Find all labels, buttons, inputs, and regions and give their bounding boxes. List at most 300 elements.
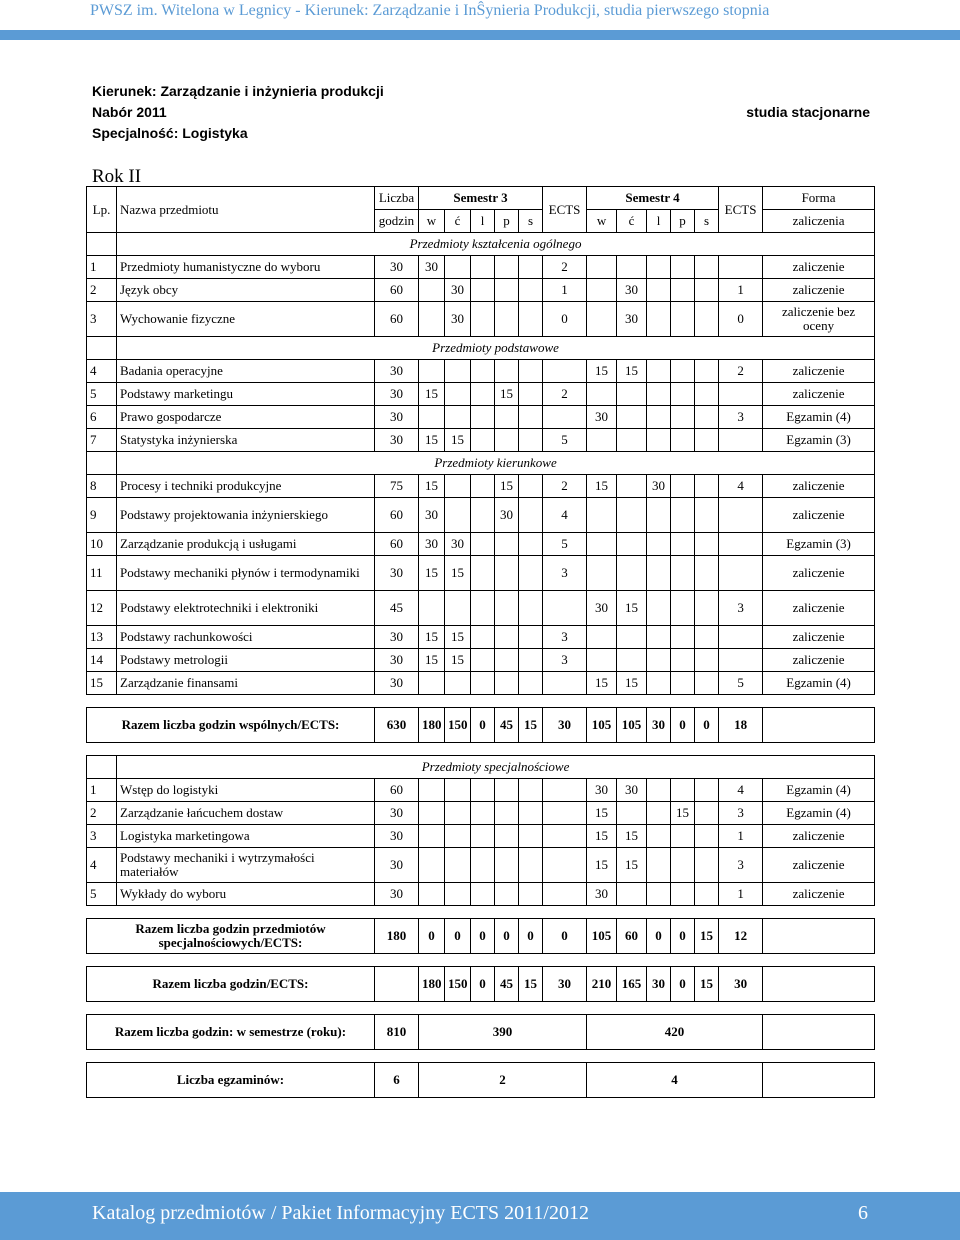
value-cell: 0	[719, 302, 763, 337]
value-cell	[495, 649, 519, 672]
col-hours-header: Liczba	[375, 187, 419, 210]
value-cell	[445, 256, 471, 279]
row-number: 4	[87, 360, 117, 383]
value-cell	[719, 626, 763, 649]
value-cell	[587, 279, 617, 302]
total-value: 45	[495, 967, 519, 1002]
value-cell: 1	[719, 279, 763, 302]
value-cell	[543, 591, 587, 626]
value-cell	[695, 475, 719, 498]
value-cell	[419, 360, 445, 383]
semester-4-header: Semestr 4	[587, 187, 719, 210]
section-title: Przedmioty kierunkowe	[117, 452, 875, 475]
assessment-form: zaliczenie	[763, 591, 875, 626]
value-cell: 30	[375, 626, 419, 649]
value-cell	[695, 302, 719, 337]
total-value: 30	[647, 708, 671, 743]
total-value: 15	[695, 967, 719, 1002]
value-cell	[647, 302, 671, 337]
value-cell: 30	[647, 475, 671, 498]
value-cell: 30	[375, 360, 419, 383]
assessment-form: zaliczenie	[763, 848, 875, 883]
value-cell: 30	[375, 256, 419, 279]
page-number: 6	[858, 1202, 868, 1224]
subject-name: Prawo gospodarcze	[117, 406, 375, 429]
value-cell: 3	[543, 556, 587, 591]
row-number: 3	[87, 302, 117, 337]
footer-title: Katalog przedmiotów / Pakiet Informacyjny ECTS 2011/2012	[92, 1202, 589, 1224]
value-cell	[671, 383, 695, 406]
total-spacer	[763, 967, 875, 1002]
value-cell	[695, 779, 719, 802]
total-value: 0	[471, 967, 495, 1002]
col-form-subheader: zaliczenia	[763, 210, 875, 233]
value-cell	[671, 256, 695, 279]
spacer-cell	[87, 906, 875, 919]
total-spacer	[763, 919, 875, 954]
kierunek-label: Kierunek: Zarządzanie i inżynieria produkcji	[92, 83, 384, 99]
value-cell: 5	[543, 533, 587, 556]
value-cell	[695, 256, 719, 279]
row-number: 6	[87, 406, 117, 429]
value-cell	[519, 802, 543, 825]
value-cell	[617, 406, 647, 429]
row-number: 15	[87, 672, 117, 695]
value-cell	[419, 848, 445, 883]
value-cell	[617, 533, 647, 556]
total-value: 0	[647, 919, 671, 954]
value-cell	[519, 649, 543, 672]
total-value: 630	[375, 708, 419, 743]
spacer-cell	[87, 743, 875, 756]
assessment-form: zaliczenie	[763, 626, 875, 649]
total-value: 150	[445, 967, 471, 1002]
value-cell: 15	[419, 649, 445, 672]
total-value: 18	[719, 708, 763, 743]
subject-name: Podstawy elektrotechniki i elektroniki	[117, 591, 375, 626]
header-row	[87, 187, 875, 210]
value-cell	[587, 383, 617, 406]
assessment-form: Egzamin (4)	[763, 672, 875, 695]
assessment-form: Egzamin (3)	[763, 429, 875, 452]
value-cell	[419, 302, 445, 337]
value-cell	[695, 591, 719, 626]
value-cell	[647, 279, 671, 302]
value-cell	[495, 802, 519, 825]
row-number: 7	[87, 429, 117, 452]
study-mode: studia stacjonarne	[746, 104, 870, 120]
section-spacer	[87, 756, 117, 779]
total-row	[87, 967, 875, 1002]
spacer-cell	[87, 695, 875, 708]
value-cell	[587, 429, 617, 452]
exam-count-label: Liczba egzaminów:	[87, 1063, 375, 1098]
total-value: 0	[543, 919, 587, 954]
section-title: Przedmioty kształcenia ogólnego	[117, 233, 875, 256]
value-cell	[419, 591, 445, 626]
semester-3-header: Semestr 3	[419, 187, 543, 210]
value-cell	[543, 848, 587, 883]
table-row	[87, 591, 875, 626]
row-number: 14	[87, 649, 117, 672]
value-cell	[419, 279, 445, 302]
running-header	[0, 0, 960, 40]
value-cell	[471, 429, 495, 452]
assessment-form: zaliczenie	[763, 279, 875, 302]
class-type-header: p	[495, 210, 519, 233]
spacer-cell	[87, 1050, 875, 1063]
value-cell: 4	[543, 498, 587, 533]
value-cell: 1	[719, 825, 763, 848]
value-cell	[445, 406, 471, 429]
value-cell	[495, 779, 519, 802]
value-cell	[647, 556, 671, 591]
total-value: 15	[519, 708, 543, 743]
value-cell	[543, 883, 587, 906]
value-cell	[671, 279, 695, 302]
value-cell	[587, 649, 617, 672]
value-cell	[471, 360, 495, 383]
total-row	[87, 708, 875, 743]
value-cell	[695, 848, 719, 883]
total-spacer	[763, 1015, 875, 1050]
value-cell	[647, 672, 671, 695]
value-cell	[617, 498, 647, 533]
value-cell: 30	[419, 256, 445, 279]
subject-name: Podstawy mechaniki płynów i termodynamiki	[117, 556, 375, 591]
value-cell	[543, 779, 587, 802]
value-cell: 3	[719, 591, 763, 626]
value-cell	[719, 429, 763, 452]
value-cell	[495, 883, 519, 906]
value-cell: 30	[375, 429, 419, 452]
col-lp-header: Lp.	[87, 187, 117, 233]
value-cell: 30	[587, 406, 617, 429]
spacer-row	[87, 743, 875, 756]
value-cell: 3	[719, 848, 763, 883]
table-row	[87, 672, 875, 695]
value-cell: 30	[375, 672, 419, 695]
value-cell	[495, 360, 519, 383]
table-row	[87, 848, 875, 883]
value-cell	[519, 475, 543, 498]
value-cell: 30	[375, 825, 419, 848]
value-cell: 15	[419, 475, 445, 498]
value-cell	[519, 626, 543, 649]
value-cell: 0	[543, 302, 587, 337]
total-value: 0	[695, 708, 719, 743]
table-row	[87, 533, 875, 556]
value-cell: 15	[617, 591, 647, 626]
value-cell: 30	[617, 302, 647, 337]
table-row	[87, 475, 875, 498]
value-cell: 30	[495, 498, 519, 533]
value-cell: 30	[445, 302, 471, 337]
value-cell: 30	[587, 883, 617, 906]
value-cell	[445, 498, 471, 533]
spacer-row	[87, 954, 875, 967]
value-cell	[495, 406, 519, 429]
assessment-form: Egzamin (3)	[763, 533, 875, 556]
ects-4-header: ECTS	[719, 187, 763, 233]
total-value: 150	[445, 708, 471, 743]
total-row	[87, 919, 875, 954]
value-cell	[647, 533, 671, 556]
value-cell: 15	[419, 383, 445, 406]
total-value: 0	[419, 919, 445, 954]
value-cell	[647, 591, 671, 626]
value-cell	[471, 475, 495, 498]
value-cell: 15	[445, 556, 471, 591]
table-row	[87, 279, 875, 302]
value-cell	[695, 883, 719, 906]
assessment-form: Egzamin (4)	[763, 802, 875, 825]
value-cell	[695, 672, 719, 695]
total-value: 180	[375, 919, 419, 954]
assessment-form: zaliczenie	[763, 649, 875, 672]
value-cell	[519, 556, 543, 591]
value-cell	[471, 406, 495, 429]
section-spacer	[87, 233, 117, 256]
total-value: 45	[495, 708, 519, 743]
value-cell	[719, 533, 763, 556]
semester-4-total: 420	[587, 1015, 763, 1050]
value-cell	[587, 626, 617, 649]
value-cell	[719, 256, 763, 279]
spacer-row	[87, 906, 875, 919]
value-cell	[543, 825, 587, 848]
total-value: 180	[419, 708, 445, 743]
value-cell: 60	[375, 302, 419, 337]
value-cell	[445, 883, 471, 906]
value-cell	[647, 626, 671, 649]
value-cell	[495, 848, 519, 883]
value-cell: 30	[445, 279, 471, 302]
total-value: 30	[543, 967, 587, 1002]
value-cell	[419, 883, 445, 906]
assessment-form: zaliczenie bez oceny	[763, 302, 875, 337]
value-cell	[671, 848, 695, 883]
total-value: 30	[719, 967, 763, 1002]
value-cell	[519, 383, 543, 406]
spacer-row	[87, 695, 875, 708]
value-cell: 3	[543, 649, 587, 672]
value-cell	[647, 848, 671, 883]
value-cell	[519, 302, 543, 337]
value-cell: 15	[419, 556, 445, 591]
value-cell	[617, 626, 647, 649]
value-cell: 1	[543, 279, 587, 302]
total-row	[87, 1015, 875, 1050]
table-row	[87, 302, 875, 337]
value-cell	[445, 591, 471, 626]
value-cell	[519, 406, 543, 429]
value-cell	[519, 672, 543, 695]
row-number: 4	[87, 848, 117, 883]
value-cell: 15	[587, 360, 617, 383]
value-cell	[647, 883, 671, 906]
value-cell	[519, 591, 543, 626]
value-cell	[695, 556, 719, 591]
exam-count-semester-4: 4	[587, 1063, 763, 1098]
total-value: 210	[587, 967, 617, 1002]
subject-name: Podstawy metrologii	[117, 649, 375, 672]
value-cell	[445, 383, 471, 406]
value-cell	[671, 672, 695, 695]
exam-count-total: 6	[375, 1063, 419, 1098]
footer-bar	[0, 1192, 960, 1240]
section-spacer	[87, 452, 117, 475]
subject-name: Zarządzanie finansami	[117, 672, 375, 695]
value-cell	[647, 429, 671, 452]
value-cell	[617, 383, 647, 406]
section-title: Przedmioty podstawowe	[117, 337, 875, 360]
assessment-form: zaliczenie	[763, 556, 875, 591]
value-cell: 4	[719, 475, 763, 498]
value-cell: 15	[617, 672, 647, 695]
value-cell: 15	[445, 626, 471, 649]
value-cell: 15	[419, 626, 445, 649]
value-cell	[671, 825, 695, 848]
class-type-header: w	[587, 210, 617, 233]
row-number: 13	[87, 626, 117, 649]
class-type-header: p	[671, 210, 695, 233]
value-cell: 15	[445, 429, 471, 452]
table-row	[87, 779, 875, 802]
value-cell	[695, 383, 719, 406]
subject-name: Przedmioty humanistyczne do wyboru	[117, 256, 375, 279]
exam-count-semester-3: 2	[419, 1063, 587, 1098]
class-type-header: l	[471, 210, 495, 233]
value-cell: 4	[719, 779, 763, 802]
assessment-form: zaliczenie	[763, 498, 875, 533]
value-cell	[587, 302, 617, 337]
value-cell	[445, 779, 471, 802]
value-cell: 15	[587, 802, 617, 825]
total-value: 105	[617, 708, 647, 743]
semester-total-value: 810	[375, 1015, 419, 1050]
value-cell: 30	[375, 883, 419, 906]
header-rule	[0, 30, 960, 40]
row-number: 1	[87, 779, 117, 802]
assessment-form: zaliczenie	[763, 360, 875, 383]
class-type-header: s	[695, 210, 719, 233]
value-cell: 30	[617, 779, 647, 802]
class-type-header: l	[647, 210, 671, 233]
value-cell	[695, 279, 719, 302]
value-cell	[695, 360, 719, 383]
value-cell	[587, 556, 617, 591]
value-cell: 30	[375, 848, 419, 883]
value-cell	[419, 825, 445, 848]
table-row	[87, 802, 875, 825]
value-cell: 2	[543, 256, 587, 279]
value-cell: 3	[719, 802, 763, 825]
subject-name: Podstawy projektowania inżynierskiego	[117, 498, 375, 533]
value-cell	[471, 802, 495, 825]
class-type-header: ć	[617, 210, 647, 233]
value-cell: 5	[719, 672, 763, 695]
value-cell	[519, 825, 543, 848]
value-cell	[617, 256, 647, 279]
section-row	[87, 337, 875, 360]
row-number: 5	[87, 883, 117, 906]
value-cell	[695, 825, 719, 848]
total-value: 60	[617, 919, 647, 954]
value-cell	[471, 533, 495, 556]
value-cell	[695, 498, 719, 533]
curriculum-table	[86, 186, 875, 1098]
total-value: 105	[587, 708, 617, 743]
value-cell	[617, 475, 647, 498]
total-value: 165	[617, 967, 647, 1002]
value-cell	[647, 406, 671, 429]
value-cell	[471, 556, 495, 591]
subject-name: Badania operacyjne	[117, 360, 375, 383]
assessment-form: zaliczenie	[763, 383, 875, 406]
running-title: PWSZ im. Witelona w Legnicy - Kierunek: Zarządzanie i InŜynieria Produkcji, studia pierwszego stopnia	[90, 2, 770, 19]
row-number: 10	[87, 533, 117, 556]
row-number: 12	[87, 591, 117, 626]
table-row	[87, 256, 875, 279]
value-cell: 30	[375, 802, 419, 825]
value-cell	[419, 779, 445, 802]
total-value: 180	[419, 967, 445, 1002]
value-cell: 15	[495, 475, 519, 498]
class-type-header: w	[419, 210, 445, 233]
row-number: 2	[87, 802, 117, 825]
value-cell: 15	[587, 672, 617, 695]
value-cell: 30	[375, 556, 419, 591]
value-cell: 30	[375, 406, 419, 429]
value-cell	[647, 825, 671, 848]
value-cell	[471, 825, 495, 848]
total-value	[375, 967, 419, 1002]
value-cell: 15	[587, 848, 617, 883]
value-cell	[519, 279, 543, 302]
spacer-row	[87, 1002, 875, 1015]
total-value: 0	[471, 919, 495, 954]
value-cell	[471, 279, 495, 302]
total-value: 0	[671, 708, 695, 743]
total-spacer	[763, 1063, 875, 1098]
value-cell	[617, 556, 647, 591]
value-cell	[719, 649, 763, 672]
value-cell	[543, 406, 587, 429]
value-cell	[495, 533, 519, 556]
value-cell	[471, 779, 495, 802]
value-cell	[695, 802, 719, 825]
value-cell: 30	[587, 591, 617, 626]
table-row	[87, 406, 875, 429]
table-row	[87, 360, 875, 383]
value-cell	[617, 649, 647, 672]
value-cell	[495, 302, 519, 337]
value-cell	[719, 556, 763, 591]
value-cell	[617, 802, 647, 825]
semester-3-total: 390	[419, 1015, 587, 1050]
value-cell: 45	[375, 591, 419, 626]
value-cell	[647, 779, 671, 802]
subject-name: Wychowanie fizyczne	[117, 302, 375, 337]
year-title: Rok II	[92, 166, 142, 187]
total-label: Razem liczba godzin przedmiotów specjalnościowych/ECTS:	[87, 919, 375, 954]
value-cell	[419, 672, 445, 695]
value-cell	[647, 256, 671, 279]
total-value: 12	[719, 919, 763, 954]
value-cell	[647, 383, 671, 406]
value-cell	[671, 302, 695, 337]
